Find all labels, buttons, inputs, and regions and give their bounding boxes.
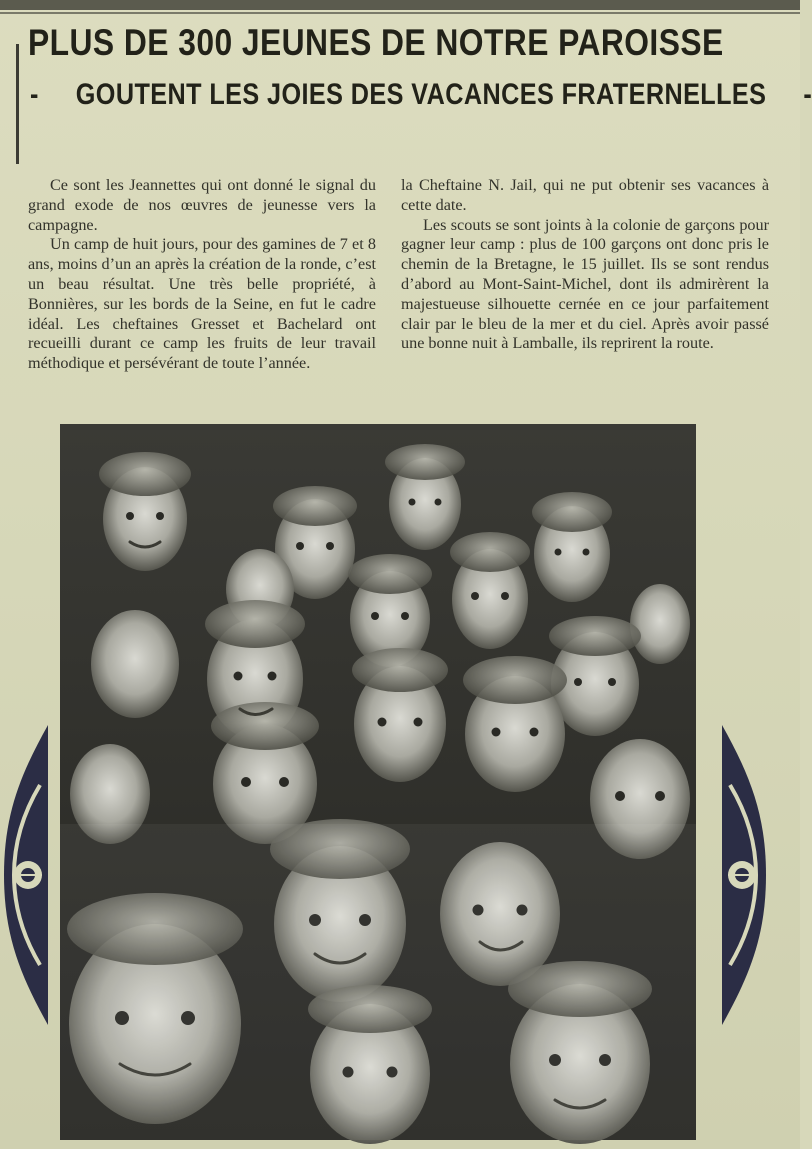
photo-illustration (60, 424, 696, 1140)
decorative-ornament-left (0, 725, 48, 1025)
left-border-rule (16, 44, 19, 164)
paragraph: la Cheftaine N. Jail, qui ne put obtenir ses vacances à cette date. (401, 176, 769, 214)
top-border-rule-thin (0, 12, 800, 14)
top-border-rule (0, 0, 800, 10)
group-photo-children (60, 424, 696, 1140)
subheadline-dash-left: - (30, 78, 39, 111)
paragraph: Un camp de huit jours, pour des gamines de 7 et 8 ans, moins d’un an après la création de la ronde, c’est un beau résultat. Une très belle propriété, à Bonnières, sur les bords de la Seine, en fut le cadre idéal. Les cheftaines Gresset et Bachelard ont recueilli durant ce camp les fruits de leur travail méthodique et persévérant de toute l’année. (28, 235, 376, 373)
decorative-ornament-right (722, 725, 770, 1025)
subheadline-text: GOUTENT LES JOIES DES VACANCES FRATERNELLES (75, 78, 767, 111)
subheadline (30, 78, 812, 112)
paragraph: Ce sont les Jeannettes qui ont donné le signal du grand exode de nos œuvres de jeunesse vers la campagne. (28, 176, 376, 234)
headline: PLUS DE 300 JEUNES DE NOTRE PAROISSE (28, 22, 724, 63)
article-column-left (28, 176, 376, 374)
subheadline-dash-right: - (803, 78, 812, 111)
paragraph: Les scouts se sont joints à la colonie de garçons pour gagner leur camp : plus de 100 garçons ont donc pris le chemin de la Bretagne, le 15 juillet. Ils se sont rendus d’abord au Mont-Saint-Michel, dont ils admirèrent la majestueuse silhouette cernée en ce jour parfaitement clair par le bleu de la mer et du ciel. Après avoir passé une bonne nuit à Lamballe, ils reprirent la route. (401, 215, 769, 353)
article-column-right (401, 176, 769, 354)
